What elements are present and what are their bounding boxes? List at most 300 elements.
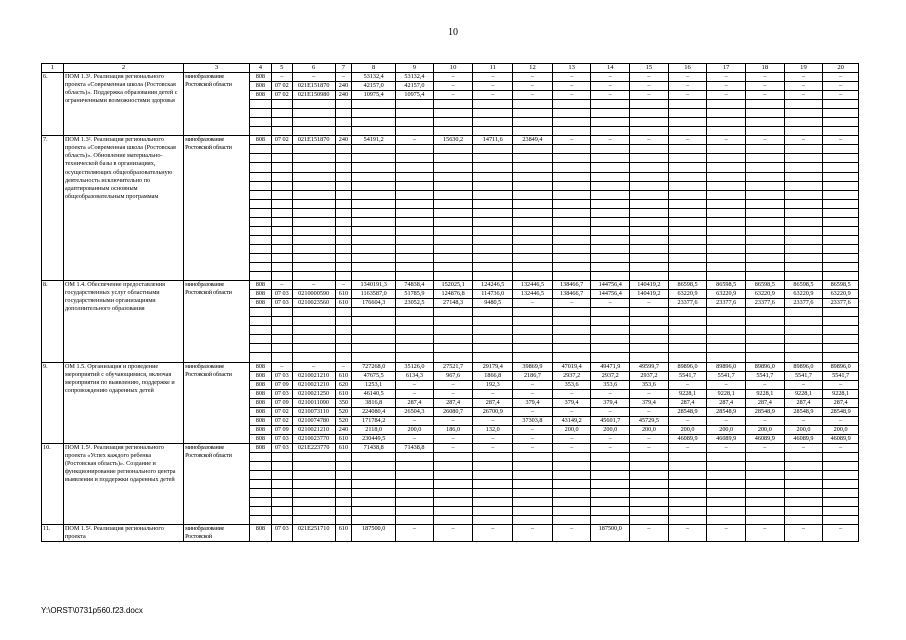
empty-cell xyxy=(591,335,630,344)
table-cell: 808 xyxy=(249,525,271,542)
empty-cell xyxy=(352,326,396,335)
empty-cell xyxy=(784,235,823,244)
table-cell: – xyxy=(784,82,823,91)
empty-cell xyxy=(271,145,292,154)
table-cell: 07 02 xyxy=(271,82,292,91)
empty-cell xyxy=(292,344,335,353)
empty-cell xyxy=(433,326,473,335)
empty-cell xyxy=(513,262,553,271)
table-cell: 144756,4 xyxy=(591,290,630,299)
column-header: 19 xyxy=(784,64,823,73)
table-cell: 132,0 xyxy=(473,425,513,434)
table-cell: – xyxy=(292,73,335,82)
empty-cell xyxy=(591,344,630,353)
empty-cell xyxy=(473,208,513,217)
empty-cell xyxy=(335,208,352,217)
table-cell: – xyxy=(552,525,591,542)
empty-cell xyxy=(746,145,785,154)
table-cell: – xyxy=(823,91,859,100)
empty-cell xyxy=(271,208,292,217)
table-cell: 124876,8 xyxy=(433,290,473,299)
empty-cell xyxy=(249,326,271,335)
empty-cell xyxy=(396,127,434,136)
empty-cell xyxy=(591,498,630,507)
empty-cell xyxy=(591,272,630,281)
empty-cell xyxy=(396,335,434,344)
table-cell: – xyxy=(823,73,859,82)
empty-cell xyxy=(352,190,396,199)
empty-cell xyxy=(784,489,823,498)
table-cell: 07 02 xyxy=(271,136,292,145)
table-cell: 07 03 xyxy=(271,290,292,299)
table-cell: – xyxy=(630,136,669,145)
empty-cell xyxy=(668,190,707,199)
empty-cell xyxy=(707,326,746,335)
column-header: 7 xyxy=(335,64,352,73)
empty-cell xyxy=(292,163,335,172)
empty-cell xyxy=(746,244,785,253)
table-cell: 86598,5 xyxy=(746,281,785,290)
empty-cell xyxy=(630,226,669,235)
empty-cell xyxy=(271,344,292,353)
measure-name: ПОМ 1.3¹. Реализация регионального проекта «Современная школа (Ростовская область)». Поддержка образования детей с ограниченными возможностями здоровья xyxy=(63,73,183,136)
table-cell: 287,4 xyxy=(823,398,859,407)
table-cell: 2937,2 xyxy=(552,371,591,380)
empty-cell xyxy=(823,118,859,127)
table-cell: 46089,9 xyxy=(823,434,859,443)
table-cell: 46089,9 xyxy=(746,434,785,443)
table-cell: – xyxy=(396,434,434,443)
empty-cell xyxy=(335,335,352,344)
empty-cell xyxy=(784,127,823,136)
empty-cell xyxy=(668,226,707,235)
empty-cell xyxy=(513,208,553,217)
empty-cell xyxy=(292,109,335,118)
empty-cell xyxy=(352,100,396,109)
empty-cell xyxy=(292,262,335,271)
empty-cell xyxy=(552,235,591,244)
table-cell: – xyxy=(396,136,434,145)
empty-cell xyxy=(473,308,513,317)
table-cell: – xyxy=(746,525,785,542)
empty-cell xyxy=(784,100,823,109)
empty-cell xyxy=(746,181,785,190)
table-cell: 63220,9 xyxy=(823,290,859,299)
empty-cell xyxy=(352,208,396,217)
empty-cell xyxy=(473,100,513,109)
file-path-footer: Y:\ORST\0731p560.f23.docx xyxy=(41,606,143,615)
table-cell: 353,6 xyxy=(591,380,630,389)
table-cell: 07 02 xyxy=(271,416,292,425)
table-cell: 28548,9 xyxy=(746,407,785,416)
table-cell: – xyxy=(707,443,746,452)
table-cell: – xyxy=(513,389,553,398)
empty-cell xyxy=(352,507,396,516)
table-cell: 379,4 xyxy=(513,398,553,407)
empty-cell xyxy=(552,190,591,199)
empty-cell xyxy=(473,163,513,172)
empty-cell xyxy=(591,262,630,271)
table-cell: 23849,4 xyxy=(513,136,553,145)
empty-cell xyxy=(396,452,434,461)
empty-cell xyxy=(271,353,292,362)
empty-cell xyxy=(473,471,513,480)
empty-cell xyxy=(249,118,271,127)
empty-cell xyxy=(473,262,513,271)
empty-cell xyxy=(552,262,591,271)
empty-cell xyxy=(335,498,352,507)
table-cell: – xyxy=(668,73,707,82)
column-header: 11 xyxy=(473,64,513,73)
table-cell: 63220,9 xyxy=(746,290,785,299)
empty-cell xyxy=(784,272,823,281)
empty-cell xyxy=(746,335,785,344)
empty-cell xyxy=(707,480,746,489)
empty-cell xyxy=(591,452,630,461)
empty-cell xyxy=(473,516,513,525)
empty-cell xyxy=(433,235,473,244)
empty-cell xyxy=(473,462,513,471)
table-cell: – xyxy=(473,416,513,425)
table-cell: 42157,0 xyxy=(352,82,396,91)
empty-cell xyxy=(630,217,669,226)
empty-cell xyxy=(396,172,434,181)
empty-cell xyxy=(396,489,434,498)
empty-cell xyxy=(271,190,292,199)
table-cell: – xyxy=(823,443,859,452)
table-cell: 46089,9 xyxy=(707,434,746,443)
table-cell: 3816,8 xyxy=(352,398,396,407)
table-cell: – xyxy=(630,82,669,91)
empty-cell xyxy=(433,452,473,461)
table-cell: 5541,7 xyxy=(823,371,859,380)
empty-cell xyxy=(552,163,591,172)
empty-cell xyxy=(707,507,746,516)
empty-cell xyxy=(335,100,352,109)
empty-cell xyxy=(513,335,553,344)
empty-cell xyxy=(433,262,473,271)
empty-cell xyxy=(433,317,473,326)
table-cell: 07 02 xyxy=(271,407,292,416)
table-cell: 28548,9 xyxy=(784,407,823,416)
table-cell: – xyxy=(784,136,823,145)
empty-cell xyxy=(784,462,823,471)
empty-cell xyxy=(292,118,335,127)
empty-cell xyxy=(396,199,434,208)
table-cell: 144756,4 xyxy=(591,281,630,290)
empty-cell xyxy=(271,154,292,163)
empty-cell xyxy=(591,516,630,525)
table-cell: 10975,4 xyxy=(396,91,434,100)
column-header: 17 xyxy=(707,64,746,73)
empty-cell xyxy=(668,172,707,181)
empty-cell xyxy=(707,344,746,353)
empty-cell xyxy=(513,172,553,181)
table-cell: 808 xyxy=(249,443,271,452)
table-cell: – xyxy=(513,380,553,389)
empty-cell xyxy=(396,317,434,326)
empty-cell xyxy=(746,172,785,181)
table-cell: 808 xyxy=(249,407,271,416)
row-number: 9. xyxy=(42,362,64,443)
empty-cell xyxy=(823,145,859,154)
empty-cell xyxy=(335,272,352,281)
table-cell: 187500,0 xyxy=(352,525,396,542)
table-cell: – xyxy=(552,91,591,100)
page-number: 10 xyxy=(448,27,458,38)
empty-cell xyxy=(552,118,591,127)
table-cell: – xyxy=(335,281,352,290)
table-cell: 1340191,3 xyxy=(352,281,396,290)
empty-cell xyxy=(707,190,746,199)
empty-cell xyxy=(591,226,630,235)
empty-cell xyxy=(746,498,785,507)
empty-cell xyxy=(396,462,434,471)
empty-cell xyxy=(668,462,707,471)
empty-cell xyxy=(707,199,746,208)
table-cell: 520 xyxy=(335,407,352,416)
empty-cell xyxy=(552,326,591,335)
empty-cell xyxy=(630,317,669,326)
empty-cell xyxy=(707,335,746,344)
column-header: 5 xyxy=(271,64,292,73)
empty-cell xyxy=(668,317,707,326)
empty-cell xyxy=(292,462,335,471)
table-cell: – xyxy=(707,73,746,82)
empty-cell xyxy=(630,308,669,317)
empty-cell xyxy=(668,498,707,507)
empty-cell xyxy=(591,353,630,362)
empty-cell xyxy=(823,507,859,516)
empty-cell xyxy=(630,516,669,525)
empty-cell xyxy=(591,109,630,118)
table-cell: 07 03 xyxy=(271,525,292,542)
empty-cell xyxy=(591,208,630,217)
empty-cell xyxy=(513,471,553,480)
empty-cell xyxy=(271,317,292,326)
empty-cell xyxy=(271,127,292,136)
empty-cell xyxy=(552,181,591,190)
empty-cell xyxy=(784,163,823,172)
table-cell: 07 03 xyxy=(271,299,292,308)
table-cell: 0210011090 xyxy=(292,398,335,407)
table-cell: – xyxy=(271,73,292,82)
empty-cell xyxy=(335,317,352,326)
table-cell: – xyxy=(591,407,630,416)
empty-cell xyxy=(271,498,292,507)
empty-cell xyxy=(249,154,271,163)
table-cell: – xyxy=(473,434,513,443)
table-cell: – xyxy=(513,299,553,308)
table-cell: – xyxy=(668,380,707,389)
table-cell: 176604,3 xyxy=(352,299,396,308)
empty-cell xyxy=(249,498,271,507)
empty-cell xyxy=(707,100,746,109)
table-cell: 28548,9 xyxy=(823,407,859,416)
empty-cell xyxy=(292,516,335,525)
empty-cell xyxy=(292,272,335,281)
empty-cell xyxy=(433,253,473,262)
table-cell: 1163587,0 xyxy=(352,290,396,299)
empty-cell xyxy=(552,308,591,317)
table-cell: – xyxy=(552,443,591,452)
empty-cell xyxy=(784,181,823,190)
table-cell: 89896,0 xyxy=(668,362,707,371)
table-cell: 63220,9 xyxy=(784,290,823,299)
empty-cell xyxy=(292,353,335,362)
executor: минобразование Ростовской области xyxy=(184,136,250,281)
empty-cell xyxy=(292,480,335,489)
empty-cell xyxy=(249,181,271,190)
empty-cell xyxy=(335,262,352,271)
empty-cell xyxy=(271,100,292,109)
empty-cell xyxy=(707,226,746,235)
empty-cell xyxy=(249,489,271,498)
table-cell: 610 xyxy=(335,371,352,380)
table-row xyxy=(42,281,859,290)
empty-cell xyxy=(630,335,669,344)
empty-cell xyxy=(335,462,352,471)
empty-cell xyxy=(335,353,352,362)
empty-cell xyxy=(707,272,746,281)
table-cell: 07 03 xyxy=(271,371,292,380)
empty-cell xyxy=(433,217,473,226)
empty-cell xyxy=(707,181,746,190)
table-cell: 53132,4 xyxy=(396,73,434,82)
empty-cell xyxy=(823,208,859,217)
empty-cell xyxy=(292,452,335,461)
table-cell: 53132,4 xyxy=(352,73,396,82)
table-cell: 200,0 xyxy=(823,425,859,434)
empty-cell xyxy=(668,253,707,262)
empty-cell xyxy=(552,489,591,498)
empty-cell xyxy=(352,199,396,208)
table-cell: – xyxy=(513,434,553,443)
empty-cell xyxy=(249,262,271,271)
column-header: 20 xyxy=(823,64,859,73)
empty-cell xyxy=(823,353,859,362)
measure-name: ПОМ 1.5². Реализация регионального проекта xyxy=(63,525,183,542)
empty-cell xyxy=(552,109,591,118)
table-cell: 2937,2 xyxy=(591,371,630,380)
empty-cell xyxy=(352,235,396,244)
table-cell: 287,4 xyxy=(784,398,823,407)
table-cell: 021E151870 xyxy=(292,82,335,91)
table-cell: – xyxy=(513,525,553,542)
empty-cell xyxy=(630,172,669,181)
table-cell: – xyxy=(513,425,553,434)
table-cell: 9228,1 xyxy=(823,389,859,398)
empty-cell xyxy=(335,489,352,498)
empty-cell xyxy=(823,462,859,471)
empty-cell xyxy=(591,235,630,244)
empty-cell xyxy=(433,109,473,118)
empty-cell xyxy=(292,471,335,480)
empty-cell xyxy=(823,272,859,281)
empty-cell xyxy=(396,118,434,127)
table-cell: – xyxy=(591,91,630,100)
empty-cell xyxy=(352,471,396,480)
executor: минобразование Ростовской xyxy=(184,525,250,542)
empty-cell xyxy=(823,516,859,525)
empty-cell xyxy=(746,199,785,208)
row-number: 6. xyxy=(42,73,64,136)
table-cell: – xyxy=(823,416,859,425)
table-cell: 287,4 xyxy=(433,398,473,407)
table-cell: – xyxy=(630,91,669,100)
column-header: 12 xyxy=(513,64,553,73)
table-cell: – xyxy=(473,525,513,542)
empty-cell xyxy=(335,109,352,118)
empty-cell xyxy=(249,127,271,136)
empty-cell xyxy=(707,109,746,118)
empty-cell xyxy=(271,507,292,516)
empty-cell xyxy=(352,217,396,226)
empty-cell xyxy=(352,452,396,461)
empty-cell xyxy=(823,181,859,190)
table-cell: 28548,9 xyxy=(668,407,707,416)
empty-cell xyxy=(396,235,434,244)
empty-cell xyxy=(433,163,473,172)
table-cell: – xyxy=(513,443,553,452)
empty-cell xyxy=(823,100,859,109)
empty-cell xyxy=(630,244,669,253)
empty-cell xyxy=(784,217,823,226)
table-cell: – xyxy=(552,73,591,82)
empty-cell xyxy=(433,353,473,362)
table-cell: – xyxy=(591,73,630,82)
table-row xyxy=(42,362,859,371)
table-cell: – xyxy=(784,380,823,389)
column-header: 13 xyxy=(552,64,591,73)
empty-cell xyxy=(668,326,707,335)
empty-cell xyxy=(473,326,513,335)
empty-cell xyxy=(352,498,396,507)
empty-cell xyxy=(591,217,630,226)
empty-cell xyxy=(591,163,630,172)
table-cell: 5541,7 xyxy=(707,371,746,380)
empty-cell xyxy=(746,462,785,471)
empty-cell xyxy=(784,145,823,154)
empty-cell xyxy=(352,226,396,235)
executor: минобразование Ростовской области xyxy=(184,362,250,443)
empty-cell xyxy=(591,308,630,317)
empty-cell xyxy=(784,335,823,344)
empty-cell xyxy=(784,262,823,271)
empty-cell xyxy=(335,199,352,208)
empty-cell xyxy=(707,452,746,461)
empty-cell xyxy=(249,308,271,317)
empty-cell xyxy=(746,235,785,244)
table-cell: – xyxy=(271,362,292,371)
empty-cell xyxy=(249,452,271,461)
empty-cell xyxy=(513,462,553,471)
table-cell: 186,0 xyxy=(433,425,473,434)
empty-cell xyxy=(335,217,352,226)
empty-cell xyxy=(433,199,473,208)
empty-cell xyxy=(823,226,859,235)
table-cell: 9228,1 xyxy=(707,389,746,398)
empty-cell xyxy=(668,353,707,362)
empty-cell xyxy=(707,172,746,181)
empty-cell xyxy=(823,452,859,461)
empty-cell xyxy=(746,118,785,127)
table-cell: 23377,6 xyxy=(668,299,707,308)
empty-cell xyxy=(292,208,335,217)
table-cell: – xyxy=(335,73,352,82)
empty-cell xyxy=(352,253,396,262)
empty-cell xyxy=(823,127,859,136)
